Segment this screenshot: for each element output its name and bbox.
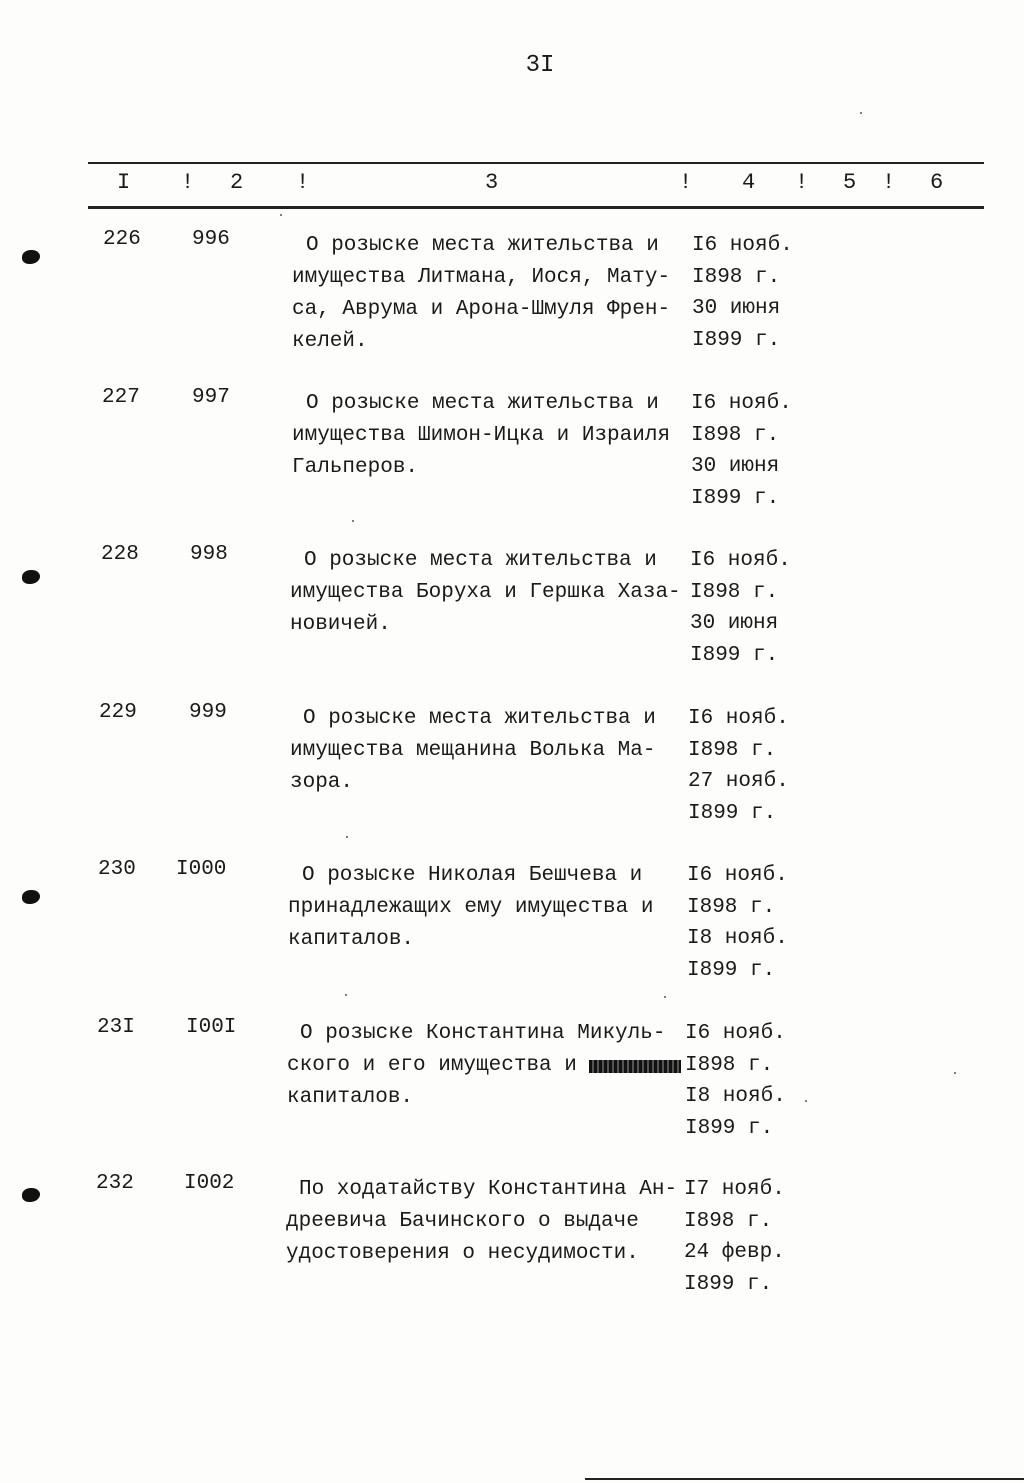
file-number: I00I <box>186 1016 237 1039</box>
row-dates <box>685 1018 786 1144</box>
header-col-4: 4 <box>742 170 756 195</box>
scan-speck <box>664 996 666 998</box>
description-line: зора. <box>290 771 354 794</box>
table-row <box>0 228 1024 378</box>
description-line: новичей. <box>290 613 391 636</box>
file-number: I002 <box>184 1172 235 1195</box>
description-line: О розыске места жительства и <box>306 234 659 257</box>
description-line: О розыске Константина Микуль- <box>300 1022 666 1045</box>
file-number: 996 <box>192 228 230 251</box>
scan-speck <box>345 994 347 996</box>
description-line: О розыске места жительства и <box>304 549 657 572</box>
date-end-day: 30 июня <box>692 297 781 320</box>
header-separator: ! <box>679 170 693 195</box>
struck-out-word <box>589 1060 681 1073</box>
description-line: Гальперов. <box>292 456 419 479</box>
description-line: капиталов. <box>287 1086 414 1109</box>
date-start-day: I7 нояб. <box>684 1178 785 1201</box>
date-start-year: I898 г. <box>687 895 776 919</box>
date-end-year: I899 г. <box>690 643 779 667</box>
description-line: имущества Шимон-Ицка и Израиля <box>292 424 671 447</box>
description-line: О розыске места жительства и <box>303 707 656 730</box>
date-start-day: I6 нояб. <box>685 1022 786 1045</box>
row-description <box>286 1174 677 1270</box>
date-end-day: 27 нояб. <box>688 770 789 793</box>
scan-speck <box>346 836 348 838</box>
description-line: По ходатайству Константина Ан- <box>299 1178 678 1201</box>
row-number: 230 <box>98 858 136 881</box>
description-line: принадлежащих ему имущества и <box>288 896 654 919</box>
description-line: са, Аврума и Арона-Шмуля Френ- <box>292 298 671 321</box>
date-start-year: I898 г. <box>691 423 780 447</box>
date-end-year: I899 г. <box>687 958 776 982</box>
row-number: 227 <box>102 386 140 409</box>
table-top-rule <box>88 162 984 164</box>
date-start-year: I898 г. <box>684 1209 773 1233</box>
row-dates <box>692 230 793 356</box>
date-end-year: I899 г. <box>684 1272 773 1296</box>
row-description <box>287 1018 681 1114</box>
row-dates <box>687 860 788 986</box>
date-start-day: I6 нояб. <box>692 234 793 257</box>
scan-speck <box>805 1100 807 1102</box>
header-col-6: 6 <box>930 170 944 195</box>
header-col-1: I <box>117 170 131 195</box>
date-end-day: 30 июня <box>691 455 780 478</box>
scan-speck <box>280 214 282 216</box>
table-row <box>0 858 1024 1008</box>
row-dates <box>684 1174 785 1300</box>
row-description <box>288 860 653 956</box>
description-line: О розыске места жительства и <box>306 392 659 415</box>
date-start-year: I898 г. <box>692 265 781 289</box>
date-start-year: I898 г. <box>688 738 777 762</box>
date-end-day: I8 нояб. <box>685 1085 786 1108</box>
row-description <box>290 545 681 641</box>
page-bottom-rule <box>585 1478 1024 1480</box>
header-separator: ! <box>181 170 195 195</box>
date-start-year: I898 г. <box>685 1053 774 1077</box>
header-separator: ! <box>296 170 310 195</box>
description-line: имущества Боруха и Гершка Хаза- <box>290 581 681 604</box>
description-line: капиталов. <box>288 928 415 951</box>
row-number: 226 <box>103 228 141 251</box>
row-description <box>290 703 656 799</box>
file-number: 999 <box>189 701 227 724</box>
page-number: 3I <box>525 52 555 79</box>
scan-speck <box>352 520 354 522</box>
date-end-year: I899 г. <box>688 801 777 825</box>
file-number: 998 <box>190 543 228 566</box>
description-line: имущества Литмана, Иося, Мату- <box>292 266 671 289</box>
row-description <box>292 388 670 484</box>
header-col-3: 3 <box>485 170 499 195</box>
row-dates <box>688 703 789 829</box>
table-row <box>0 543 1024 693</box>
table-row <box>0 1172 1024 1322</box>
header-col-2: 2 <box>230 170 244 195</box>
row-dates <box>691 388 792 514</box>
date-end-day: I8 нояб. <box>687 927 788 950</box>
description-line: О розыске Николая Бешчева и <box>302 864 643 887</box>
row-number: 23I <box>97 1016 135 1039</box>
date-end-year: I899 г. <box>685 1116 774 1140</box>
description-line: дреевича Бачинского о выдаче <box>286 1210 639 1233</box>
scan-speck <box>860 112 862 114</box>
row-description <box>292 230 670 358</box>
date-end-day: 24 февр. <box>684 1241 785 1264</box>
description-line: имущества мещанина Волька Ма- <box>290 739 656 762</box>
file-number: I000 <box>176 858 227 881</box>
header-separator: ! <box>882 170 896 195</box>
scan-speck <box>954 1072 956 1074</box>
row-number: 229 <box>99 701 137 724</box>
file-number: 997 <box>192 386 230 409</box>
description-line <box>287 1050 681 1082</box>
row-number: 232 <box>96 1172 134 1195</box>
header-separator: ! <box>795 170 809 195</box>
description-line: келей. <box>292 330 368 353</box>
table-row <box>0 386 1024 536</box>
date-end-day: 30 июня <box>690 612 779 635</box>
date-end-year: I899 г. <box>692 328 781 352</box>
description-line: удостоверения о несудимости. <box>286 1242 639 1265</box>
date-start-year: I898 г. <box>690 580 779 604</box>
date-start-day: I6 нояб. <box>687 864 788 887</box>
date-start-day: I6 нояб. <box>691 392 792 415</box>
header-col-5: 5 <box>843 170 857 195</box>
row-dates <box>690 545 791 671</box>
table-header-rule <box>88 206 984 209</box>
row-number: 228 <box>101 543 139 566</box>
description-line-text: ского и его имущества и <box>287 1054 577 1077</box>
date-end-year: I899 г. <box>691 486 780 510</box>
table-row <box>0 1016 1024 1166</box>
table-row <box>0 701 1024 851</box>
date-start-day: I6 нояб. <box>688 707 789 730</box>
date-start-day: I6 нояб. <box>690 549 791 572</box>
